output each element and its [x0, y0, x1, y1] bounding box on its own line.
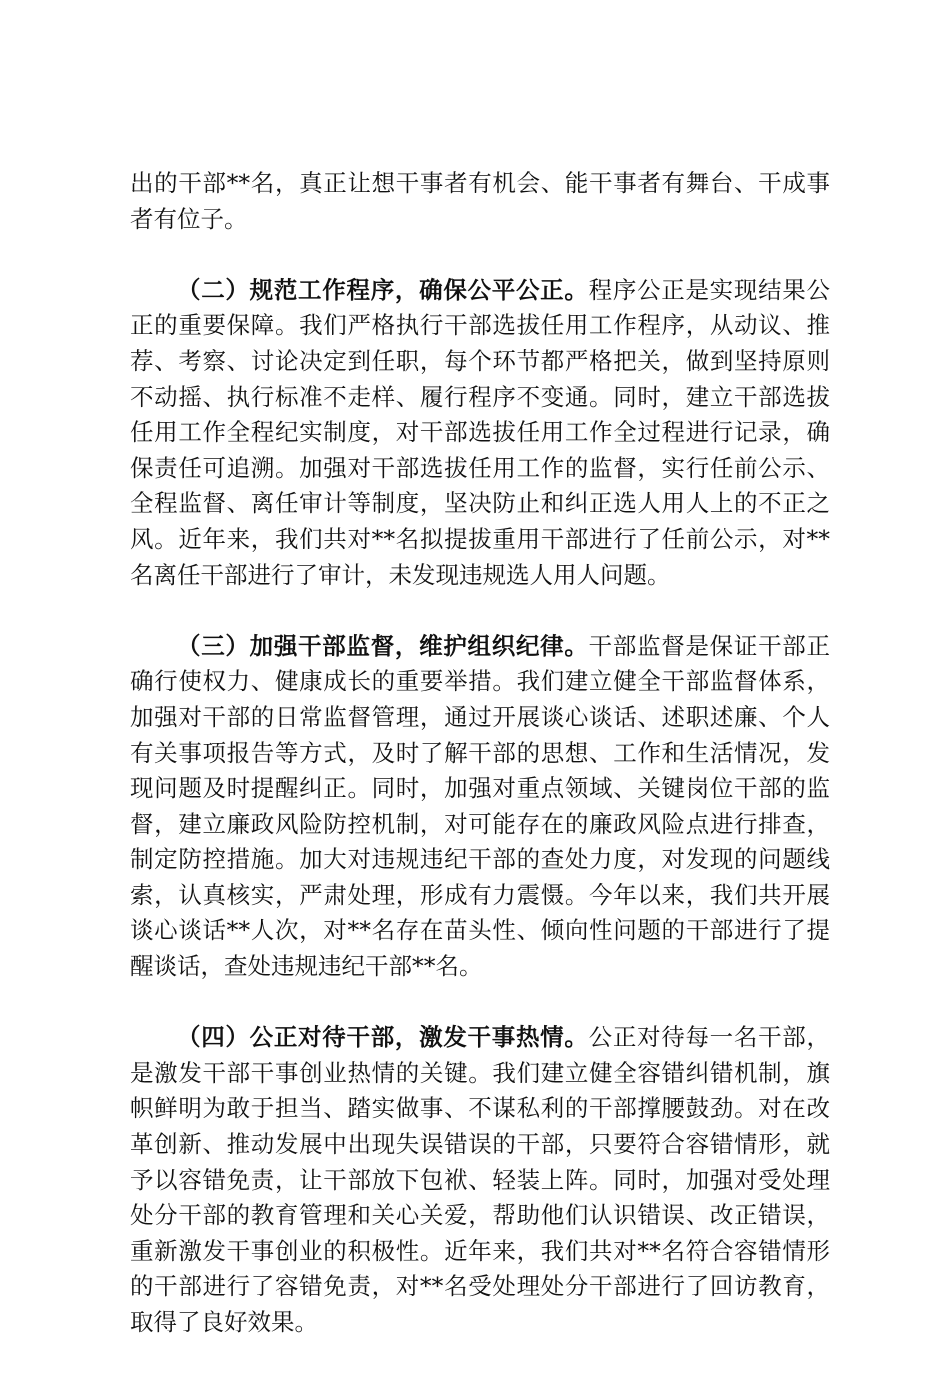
paragraph-section-4	[130, 1020, 830, 1340]
section-heading: （三）加强干部监督，维护组织纪律。	[177, 631, 589, 660]
paragraph-body: 程序公正是实现结果公正的重要保障。我们严格执行干部选拔任用工作程序，从动议、推荐、考察、讨论决定到任职，每个环节都严格把关，做到坚持原则不动摇、执行标准不走样、履行程序不变通。同时，建立干部选拔任用工作全程纪实制度，对干部选拔任用工作全过程进行记录，确保责任可追溯。加强对干部选拔任用工作的监督，实行任前公示、全程监督、离任审计等制度，坚决防止和纠正选人用人上的不正之风。近年来，我们共对**名拟提拔重用干部进行了任前公示，对**名离任干部进行了审计，未发现违规选人用人问题。	[130, 275, 831, 589]
paragraph-section-3	[130, 629, 830, 985]
section-heading: （四）公正对待干部，激发干事热情。	[177, 1023, 589, 1052]
document-page	[130, 166, 830, 1376]
paragraph-body: 出的干部**名，真正让想干事者有机会、能干事者有舞台、干成事者有位子。	[130, 169, 830, 233]
section-heading: （二）规范工作程序，确保公平公正。	[177, 275, 589, 304]
paragraph-body: 公正对待每一名干部，是激发干部干事创业热情的关键。我们建立健全容错纠错机制，旗帜鲜明为敢于担当、踏实做事、不谋私利的干部撑腰鼓劲。对在改革创新、推动发展中出现失误错误的干部，只要符合容错情形，就予以容错免责，让干部放下包袱、轻装上阵。同时，加强对受处理处分干部的教育管理和关心关爱，帮助他们认识错误、改正错误，重新激发干事创业的积极性。近年来，我们共对**名符合容错情形的干部进行了容错免责，对**名受处理处分干部进行了回访教育，取得了良好效果。	[130, 1023, 831, 1336]
paragraph-continued	[130, 166, 830, 237]
paragraph-body: 干部监督是保证干部正确行使权力、健康成长的重要举措。我们建立健全干部监督体系，加强对干部的日常监督管理，通过开展谈心谈话、述职述廉、个人有关事项报告等方式，及时了解干部的思想、工作和生活情况，发现问题及时提醒纠正。同时，加强对重点领域、关键岗位干部的监督，建立廉政风险防控机制，对可能存在的廉政风险点进行排查，制定防控措施。加大对违规违纪干部的查处力度，对发现的问题线索，认真核实，严肃处理，形成有力震慑。今年以来，我们共开展谈心谈话**人次，对**名存在苗头性、倾向性问题的干部进行了提醒谈话，查处违规违纪干部**名。	[130, 631, 831, 981]
paragraph-section-2	[130, 273, 830, 593]
